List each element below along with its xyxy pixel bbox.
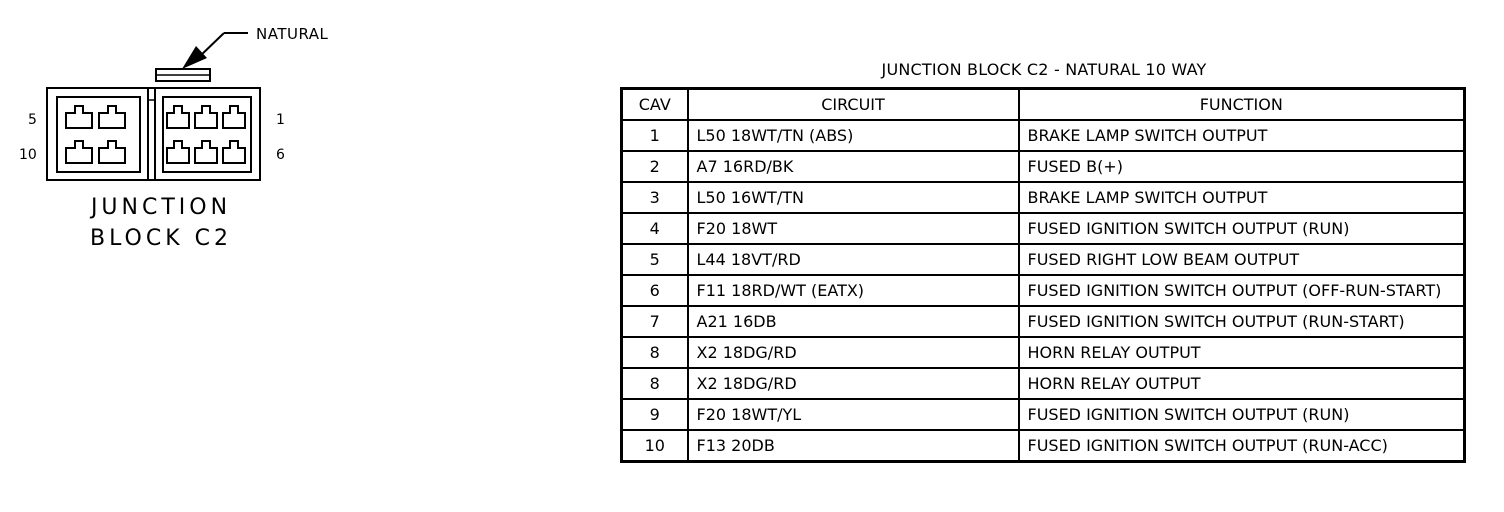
callout-label: NATURAL (256, 25, 329, 43)
cav-cell: 4 (622, 213, 688, 244)
function-cell: FUSED IGNITION SWITCH OUTPUT (RUN-ACC) (1019, 430, 1465, 462)
circuit-cell: F20 18WT/YL (688, 399, 1019, 430)
table-row (622, 399, 1465, 430)
cav-cell: 1 (622, 120, 688, 151)
circuit-cell: L50 16WT/TN (688, 182, 1019, 213)
header-cav: CAV (622, 89, 688, 121)
function-cell: FUSED IGNITION SWITCH OUTPUT (RUN) (1019, 213, 1465, 244)
function-cell: FUSED IGNITION SWITCH OUTPUT (RUN-START) (1019, 306, 1465, 337)
cav-cell: 5 (622, 244, 688, 275)
cav-cell: 8 (622, 368, 688, 399)
cav-cell: 8 (622, 337, 688, 368)
table-row (622, 430, 1465, 462)
table-title: JUNCTION BLOCK C2 - NATURAL 10 WAY (881, 60, 1207, 79)
cav-cell: 9 (622, 399, 688, 430)
header-function: FUNCTION (1019, 89, 1465, 121)
function-cell: FUSED RIGHT LOW BEAM OUTPUT (1019, 244, 1465, 275)
table-row (622, 182, 1465, 213)
circuit-cell: F13 20DB (688, 430, 1019, 462)
function-cell: FUSED B(+) (1019, 151, 1465, 182)
table-row (622, 275, 1465, 306)
function-cell: HORN RELAY OUTPUT (1019, 368, 1465, 399)
connector-name-line2: BLOCK C2 (89, 226, 233, 251)
connector-body (47, 88, 260, 180)
circuit-cell: L50 18WT/TN (ABS) (688, 120, 1019, 151)
header-circuit: CIRCUIT (688, 89, 1019, 121)
cav-cell: 2 (622, 151, 688, 182)
callout-arrow-icon (182, 46, 207, 69)
pin-table-body (622, 120, 1465, 462)
table-row (622, 368, 1465, 399)
cav-cell: 3 (622, 182, 688, 213)
circuit-cell: X2 18DG/RD (688, 368, 1019, 399)
natural-callout (182, 25, 329, 69)
circuit-cell: A21 16DB (688, 306, 1019, 337)
table-row (622, 213, 1465, 244)
connector-diagram (0, 0, 360, 280)
pin-label-1: 1 (276, 112, 285, 128)
table-row (622, 120, 1465, 151)
cav-cell: 6 (622, 275, 688, 306)
table-row (622, 306, 1465, 337)
circuit-cell: F11 18RD/WT (EATX) (688, 275, 1019, 306)
table-header-row (622, 89, 1465, 121)
pin-label-6: 6 (276, 147, 285, 163)
function-cell: HORN RELAY OUTPUT (1019, 337, 1465, 368)
table-row (622, 244, 1465, 275)
cav-cell: 10 (622, 430, 688, 462)
connector-latch (156, 69, 210, 81)
pin-label-5: 5 (28, 112, 37, 128)
pin-table (620, 87, 1466, 463)
circuit-cell: L44 18VT/RD (688, 244, 1019, 275)
function-cell: FUSED IGNITION SWITCH OUTPUT (RUN) (1019, 399, 1465, 430)
pin-label-10: 10 (19, 147, 37, 163)
circuit-cell: X2 18DG/RD (688, 337, 1019, 368)
table-row (622, 151, 1465, 182)
table-row (622, 337, 1465, 368)
circuit-cell: A7 16RD/BK (688, 151, 1019, 182)
connector-name-line1: JUNCTION (90, 195, 232, 220)
function-cell: BRAKE LAMP SWITCH OUTPUT (1019, 182, 1465, 213)
function-cell: FUSED IGNITION SWITCH OUTPUT (OFF-RUN-START) (1019, 275, 1465, 306)
circuit-cell: F20 18WT (688, 213, 1019, 244)
function-cell: BRAKE LAMP SWITCH OUTPUT (1019, 120, 1465, 151)
cav-cell: 7 (622, 306, 688, 337)
